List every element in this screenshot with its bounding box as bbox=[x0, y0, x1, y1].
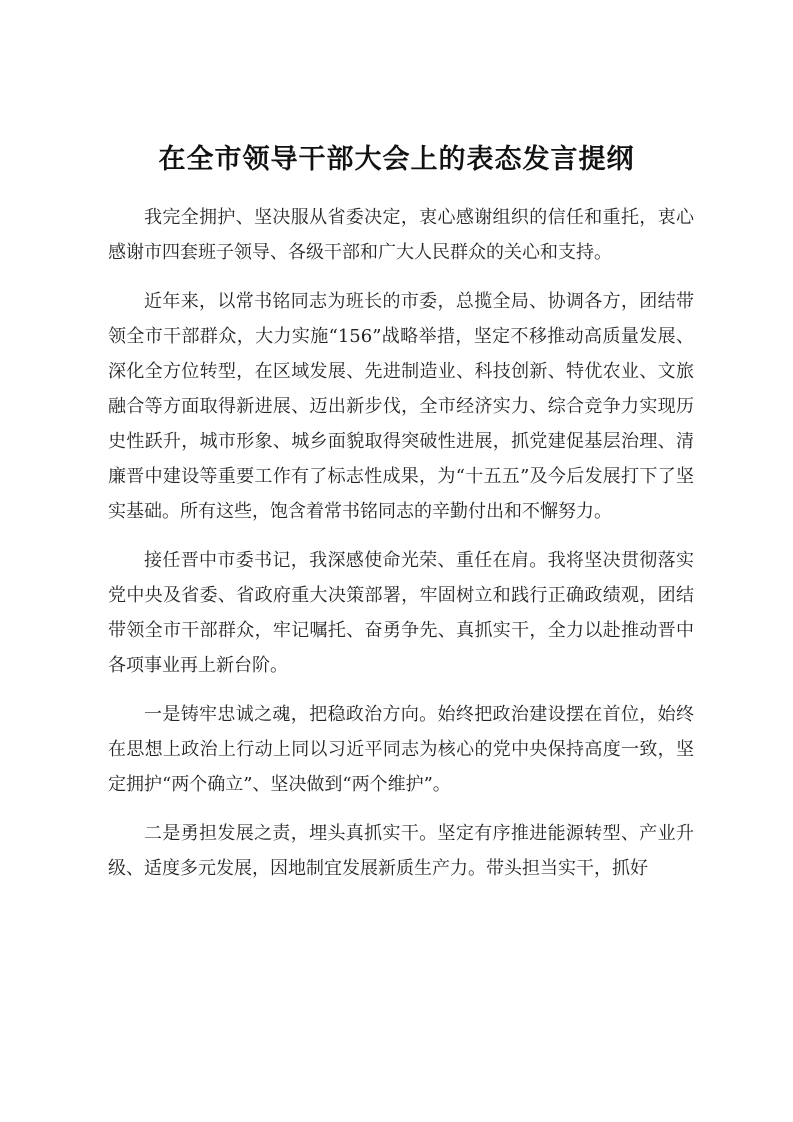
paragraph-5: 二是勇担发展之责，埋头真抓实干。坚定有序推进能源转型、产业升级、适度多元发展，因地制宜发展新质生产力。带头担当实干，抓好 bbox=[108, 823, 694, 879]
paragraph-2: 近年来，以常书铭同志为班长的市委，总揽全局、协调各方，团结带领全市干部群众，大力实施“156”战略举措，坚定不移推动高质量发展、深化全方位转型，在区域发展、先进制造业、科技创新、特优农业、文旅融合等方面取得新进展、迈出新步伐，全市经济实力、综合竞争力实现历史性跃升，城市形象、城乡面貌取得突破性进展，抓党建促基层治理、清廉晋中建设等重要工作有了标志性成果，为“十五五”及今后发展打下了坚实基础。所有这些，饱含着常书铭同志的辛勤付出和不懈努力。 bbox=[108, 291, 694, 522]
paragraph-1: 我完全拥护、坚决服从省委决定，衷心感谢组织的信任和重托，衷心感谢市四套班子领导、各级干部和广大人民群众的关心和支持。 bbox=[108, 207, 694, 263]
document-title: 在全市领导干部大会上的表态发言提纲 bbox=[158, 144, 635, 175]
document-body bbox=[108, 200, 694, 900]
paragraph-3: 接任晋中市委书记，我深感使命光荣、重任在肩。我将坚决贯彻落实党中央及省委、省政府重大决策部署，牢固树立和践行正确政绩观，团结带领全市干部群众，牢记嘱托、奋勇争先、真抓实干，全力以赴推动晋中各项事业再上新台阶。 bbox=[108, 550, 694, 676]
paragraph-4: 一是铸牢忠诚之魂，把稳政治方向。始终把政治建设摆在首位，始终在思想上政治上行动上同以习近平同志为核心的党中央保持高度一致，坚定拥护“两个确立”、坚决做到“两个维护”。 bbox=[108, 704, 694, 795]
